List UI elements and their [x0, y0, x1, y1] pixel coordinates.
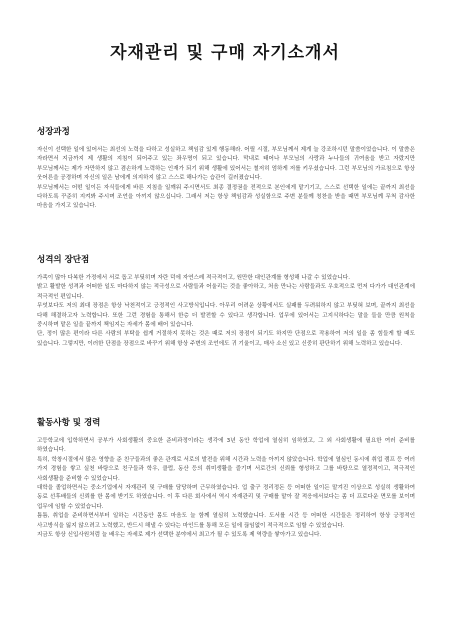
paragraph: 틈틈, 취업을 준비하면서부터 일하는 시간동안 몸도 마음도 늘 함께 열심히 노력했습니다. 도서를 시간 등 어떠한 시간들은 정리하여 항상 긍정적인 사고방식을 잃지 않으려고 노력했고, 반드시 해낼 수 있다는 마인드를 통해 모든 일에 끊임없이 적극적으로 임할 수 있었습니다. — [37, 513, 415, 529]
section-body — [37, 274, 415, 349]
paragraph: 부모님께서는 어떤 일이든 자식들에게 바른 지침을 일깨워 주시면서도 최종 결정권을 전적으로 본인에게 맡기기고, 스스로 선택한 일에는 끝까지 최선을 다하도록 꾸준히 지켜봐 주시며 조언을 아끼지 않으십니다. 그래서 저는 항상 책임감과 성실함으로 주변 분들께 칭찬을 받을 때면 부모님께 무척 감사한 마음을 가지고 있습니다. — [37, 184, 415, 210]
section-personality — [37, 253, 415, 349]
paragraph: 자신이 선택한 일에 있어서는 최선의 노력을 다하고 성실하고 책임감 있게 행동해라. 어릴 시절, 부모님께서 제게 늘 강조하시던 말씀이었습니다. 이 말씀은 자라면서 지금까지 제 생활의 지침이 되어주고 있는 좌우명이 되고 있습니다. 막내로 태어나 부모님의 사랑과 누나들의 귀여움을 받고 자랐지만 부모님께서는 제가 자만하지 않고 겸손하게 노력하는 인재가 되기 위해 생활에 있어서는 철저히 엄하게 저를 키우셨습니다. 그런 부모님의 가르침으로 항상 웃어른을 공경하며 자신의 일은 남에게 의지하지 않고 스스로 해나가는 습관이 길러졌습니다. — [37, 147, 415, 182]
paragraph: 지금도 항상 신입사원처럼 늘 배우는 자세로 제가 선택한 분야에서 최고가 될 수 있도록 제 역량을 쌓아가고 있습니다. — [37, 532, 322, 539]
paragraph: 단, 정이 많은 편이라 다른 사람의 부탁을 쉽게 거절하지 못하는 것은 때로 저의 장점이 되기도 하지만 단점으로 작용하여 저의 일을 좀 힘들게 할 때도 있습니다. 그렇지만, 이러한 단점을 장점으로 바꾸기 위해 항상 주변의 조언에도 귀 기울이고, 매사 소신 있고 신중히 판단하기 위해 노력하고 있습니다. — [37, 331, 415, 347]
section-heading: 성장과정 — [37, 127, 70, 137]
paragraph: 무엇보다도 저의 최대 장점은 항상 낙천적이고 긍정적인 사고방식입니다. 아무리 어려운 상황에서도 실패를 두려워하지 않고 부딪혀 보며, 끝까지 최선을 다해 해결하고자 노력합니다. 또한 그런 경험을 통해서 한층 더 발전할 수 있다고 생각합니다. 업무에 있어서는 고지식하다는 말을 들을 만큼 원칙을 중시하며 맡은 일을 끝까지 책임지는 자세가 몸에 배어 있습니다. — [37, 303, 415, 329]
document-title: 자재관리 및 구매 자기소개서 — [110, 43, 340, 63]
section-heading: 활동사항 및 경력 — [37, 418, 101, 428]
section-activities — [37, 416, 415, 540]
paragraph: 특히, 학창시절에서 많은 영향을 준 친구들과의 좋은 관계로 서로의 발전을 위해 시간과 노력을 아끼지 않았습니다. 학업에 열심인 동시에 취업 캠프 등 여러 가지 경험을 쌓고 실천 바탕으로 친구들과 학우, 클럽, 동산 등의 취미생활을 즐기며 서로간의 신뢰를 형성하고 그를 바탕으로 열정적이고, 적극적인 사회생활을 준비할 수 있었습니다. — [37, 456, 415, 482]
paragraph: 밝고 활발한 성격과 어떠한 일도 마다하지 않는 적극성으로 사람들과 어울리는 것을 좋아하고, 처음 만나는 사람들과도 우호적으로 먼저 다가가 대인관계에 적극적인 편입니다. — [37, 284, 415, 300]
paragraph: 가족이 많아 다복한 가정에서 서로 돕고 부딪히며 자란 덕에 자연스레 적극적이고, 원만한 대인관계를 형성해 나갈 수 있었습니다. — [37, 275, 350, 281]
paragraph: 고등학교에 입학하면서 공부가 사회생활의 중요한 준비과정이라는 생각에 3년 동안 학업에 열심히 임하였고, 그 외 사회생활에 필요한 여러 준비를 하였습니다. — [37, 438, 415, 454]
paragraph: 대학을 졸업하면서는 중소기업에서 자재관리 및 구매를 담당하며 근무하였습니다. 업 출구 정리정돈 등 어떠한 일이든 맡겨진 이상으로 성실히 생활하여 동료 선후배들의 신뢰를 한 몸에 받기도 하였습니다. 이 후 다른 회사에서 역시 자재관리 및 구매를 맡아 잘 적응에서보다는 좀 더 프로다운 면모를 보이며 업무에 임할 수 있었습니다. — [37, 485, 415, 510]
section-growth — [37, 125, 415, 212]
section-body — [37, 146, 415, 212]
section-body — [37, 437, 415, 540]
section-heading: 성격의 장단점 — [37, 255, 90, 265]
